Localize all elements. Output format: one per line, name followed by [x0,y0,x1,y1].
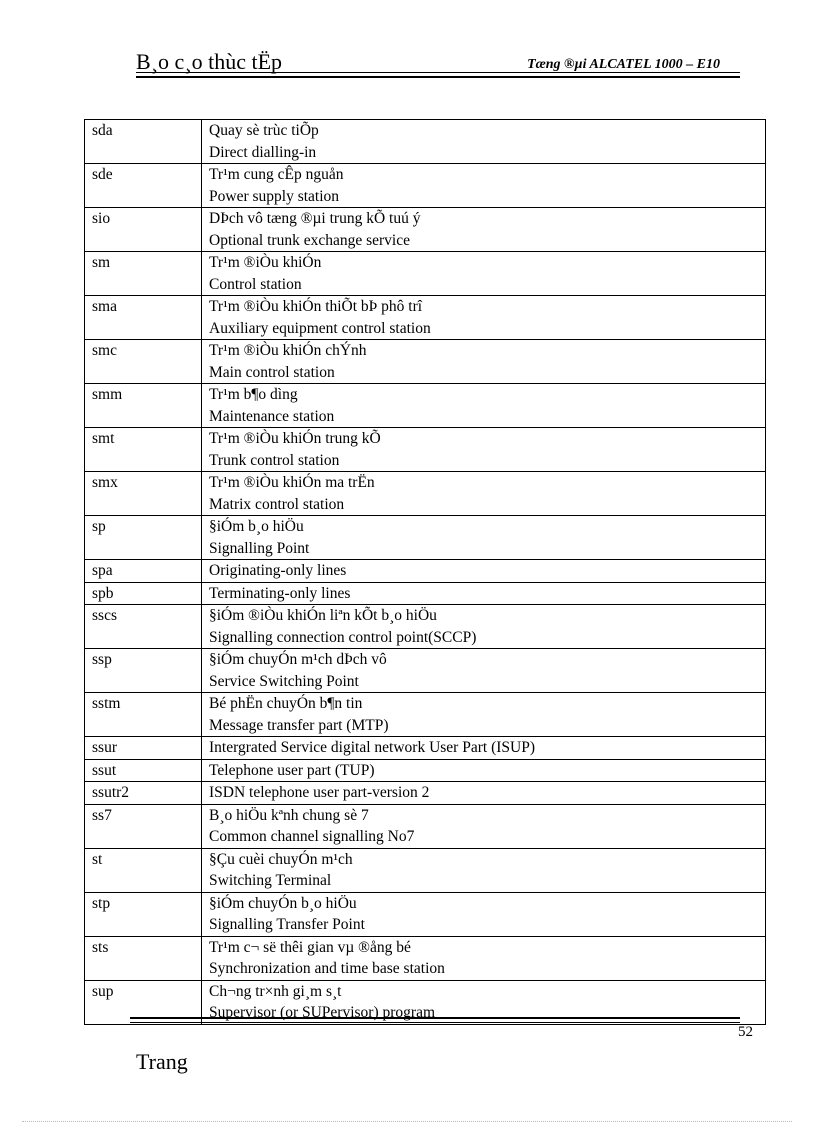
description-cell [202,560,766,583]
abbreviation-cell: spb [85,582,202,605]
vietnamese-term: Tr¹m ®iÒu khiÓn thiÕt bÞ phô trî [209,298,423,315]
description-cell [202,693,766,737]
table-row [85,804,766,848]
abbreviation-cell: sma [85,296,202,340]
abbreviation-cell: sup [85,980,202,1024]
table-row [85,164,766,208]
table-row [85,737,766,760]
description-cell [202,296,766,340]
table-row [85,340,766,384]
table-row [85,296,766,340]
english-term: Maintenance station [209,407,335,425]
description-cell [202,340,766,384]
abbreviation-cell: sstm [85,693,202,737]
vietnamese-term: Tr¹m ®iÒu khiÓn trung kÕ [209,430,381,447]
table-row [85,848,766,892]
description-cell [202,384,766,428]
abbreviation-cell: ssutr2 [85,782,202,805]
english-term: Matrix control station [209,495,345,513]
description-cell [202,605,766,649]
vietnamese-term: Telephone user part (TUP) [209,761,375,779]
english-term: Supervisor (or SUPervisor) program [209,1004,436,1021]
header-rule [136,72,740,78]
page-number: 52 [738,1024,753,1040]
english-term: Switching Terminal [209,872,332,889]
header-title-right: Tæng ®µi ALCATEL 1000 – E10 [527,57,720,72]
english-term: Signalling connection control point(SCCP) [209,628,477,646]
abbreviation-cell: sm [85,252,202,296]
vietnamese-term: DÞch vô tæng ®µi trung kÕ tuú ý [209,210,421,227]
table-row [85,208,766,252]
vietnamese-term: Tr¹m b¶o dìng [209,386,298,403]
english-term: Auxiliary equipment control station [209,319,431,337]
description-cell [202,582,766,605]
abbreviation-cell: sda [85,120,202,164]
abbreviation-table [84,119,766,1025]
abbreviation-cell: stp [85,892,202,936]
description-cell [202,737,766,760]
description-cell [202,936,766,980]
table-row [85,582,766,605]
abbreviation-cell: ssut [85,759,202,782]
abbreviation-cell: smm [85,384,202,428]
table-row [85,120,766,164]
vietnamese-term: §iÓm chuyÓn b¸o hiÖu [209,894,357,912]
abbreviation-cell: ss7 [85,804,202,848]
description-cell [202,252,766,296]
abbreviation-cell: sscs [85,605,202,649]
description-cell [202,120,766,164]
abbreviation-cell: sio [85,208,202,252]
english-term: Common channel signalling No7 [209,828,415,845]
english-term: Control station [209,275,302,293]
abbreviation-cell: ssur [85,737,202,760]
table-row [85,892,766,936]
abbreviation-cell: ssp [85,649,202,693]
vietnamese-term: Intergrated Service digital network User Part (ISUP) [209,739,535,756]
description-cell [202,848,766,892]
table-row [85,516,766,560]
table-row [85,472,766,516]
table-row [85,384,766,428]
description-cell [202,649,766,693]
abbreviation-table-body [85,120,766,1025]
description-cell [202,782,766,805]
table-row [85,649,766,693]
footer-label: Trang [136,1049,188,1074]
vietnamese-term: §iÓm b¸o hiÖu [209,518,304,535]
abbreviation-cell: smx [85,472,202,516]
english-term: Signalling Point [209,539,310,557]
vietnamese-term: Tr¹m cung cÊp nguån [209,166,344,183]
vietnamese-term: Quay sè trùc tiÕp [209,122,319,139]
english-term: Main control station [209,363,335,381]
abbreviation-cell: sts [85,936,202,980]
vietnamese-term: ISDN telephone user part-version 2 [209,784,430,801]
abbreviation-cell: smc [85,340,202,384]
description-cell [202,164,766,208]
description-cell [202,208,766,252]
table-row [85,428,766,472]
vietnamese-term: Bé phËn chuyÓn b¶n tin [209,695,363,712]
english-term: Direct dialling-in [209,143,317,161]
vietnamese-term: §iÓm ®iÒu khiÓn liªn kÕt b¸o hiÖu [209,607,437,624]
vietnamese-term: §Çu cuèi chuyÓn m¹ch [209,850,353,868]
abbreviation-cell: sde [85,164,202,208]
table-row [85,693,766,737]
abbreviation-cell: smt [85,428,202,472]
english-term: Signalling Transfer Point [209,916,365,933]
header-title-left: B¸o c¸o thùc tËp [136,49,283,74]
vietnamese-term: B¸o hiÖu kªnh chung sè 7 [209,806,369,824]
description-cell [202,472,766,516]
table-row [85,782,766,805]
table-row [85,759,766,782]
vietnamese-term: Tr¹m c¬ së thêi gian vµ ®ång bé [209,938,411,956]
description-cell [202,892,766,936]
table-row [85,605,766,649]
description-cell [202,428,766,472]
abbreviation-cell: sp [85,516,202,560]
english-term: Optional trunk exchange service [209,231,410,249]
english-term: Trunk control station [209,451,340,469]
page-edge-divider [22,1121,792,1122]
vietnamese-term: Ch¬ng tr×nh gi¸m s¸t [209,982,342,1000]
vietnamese-term: Terminating-only lines [209,584,351,602]
abbreviation-cell: st [85,848,202,892]
table-row [85,936,766,980]
english-term: Message transfer part (MTP) [209,716,389,734]
vietnamese-term: Tr¹m ®iÒu khiÓn chÝnh [209,342,367,359]
vietnamese-term: Tr¹m ®iÒu khiÓn [209,254,322,271]
vietnamese-term: Tr¹m ®iÒu khiÓn ma trËn [209,474,375,491]
english-term: Service Switching Point [209,672,359,690]
vietnamese-term: §iÓm chuyÓn m¹ch dÞch vô [209,651,387,668]
description-cell [202,804,766,848]
footer-rule [130,1017,740,1023]
description-cell [202,516,766,560]
vietnamese-term: Originating-only lines [209,562,347,579]
table-row [85,560,766,583]
english-term: Synchronization and time base station [209,960,445,977]
abbreviation-cell: spa [85,560,202,583]
description-cell [202,759,766,782]
english-term: Power supply station [209,187,340,205]
table-row [85,252,766,296]
